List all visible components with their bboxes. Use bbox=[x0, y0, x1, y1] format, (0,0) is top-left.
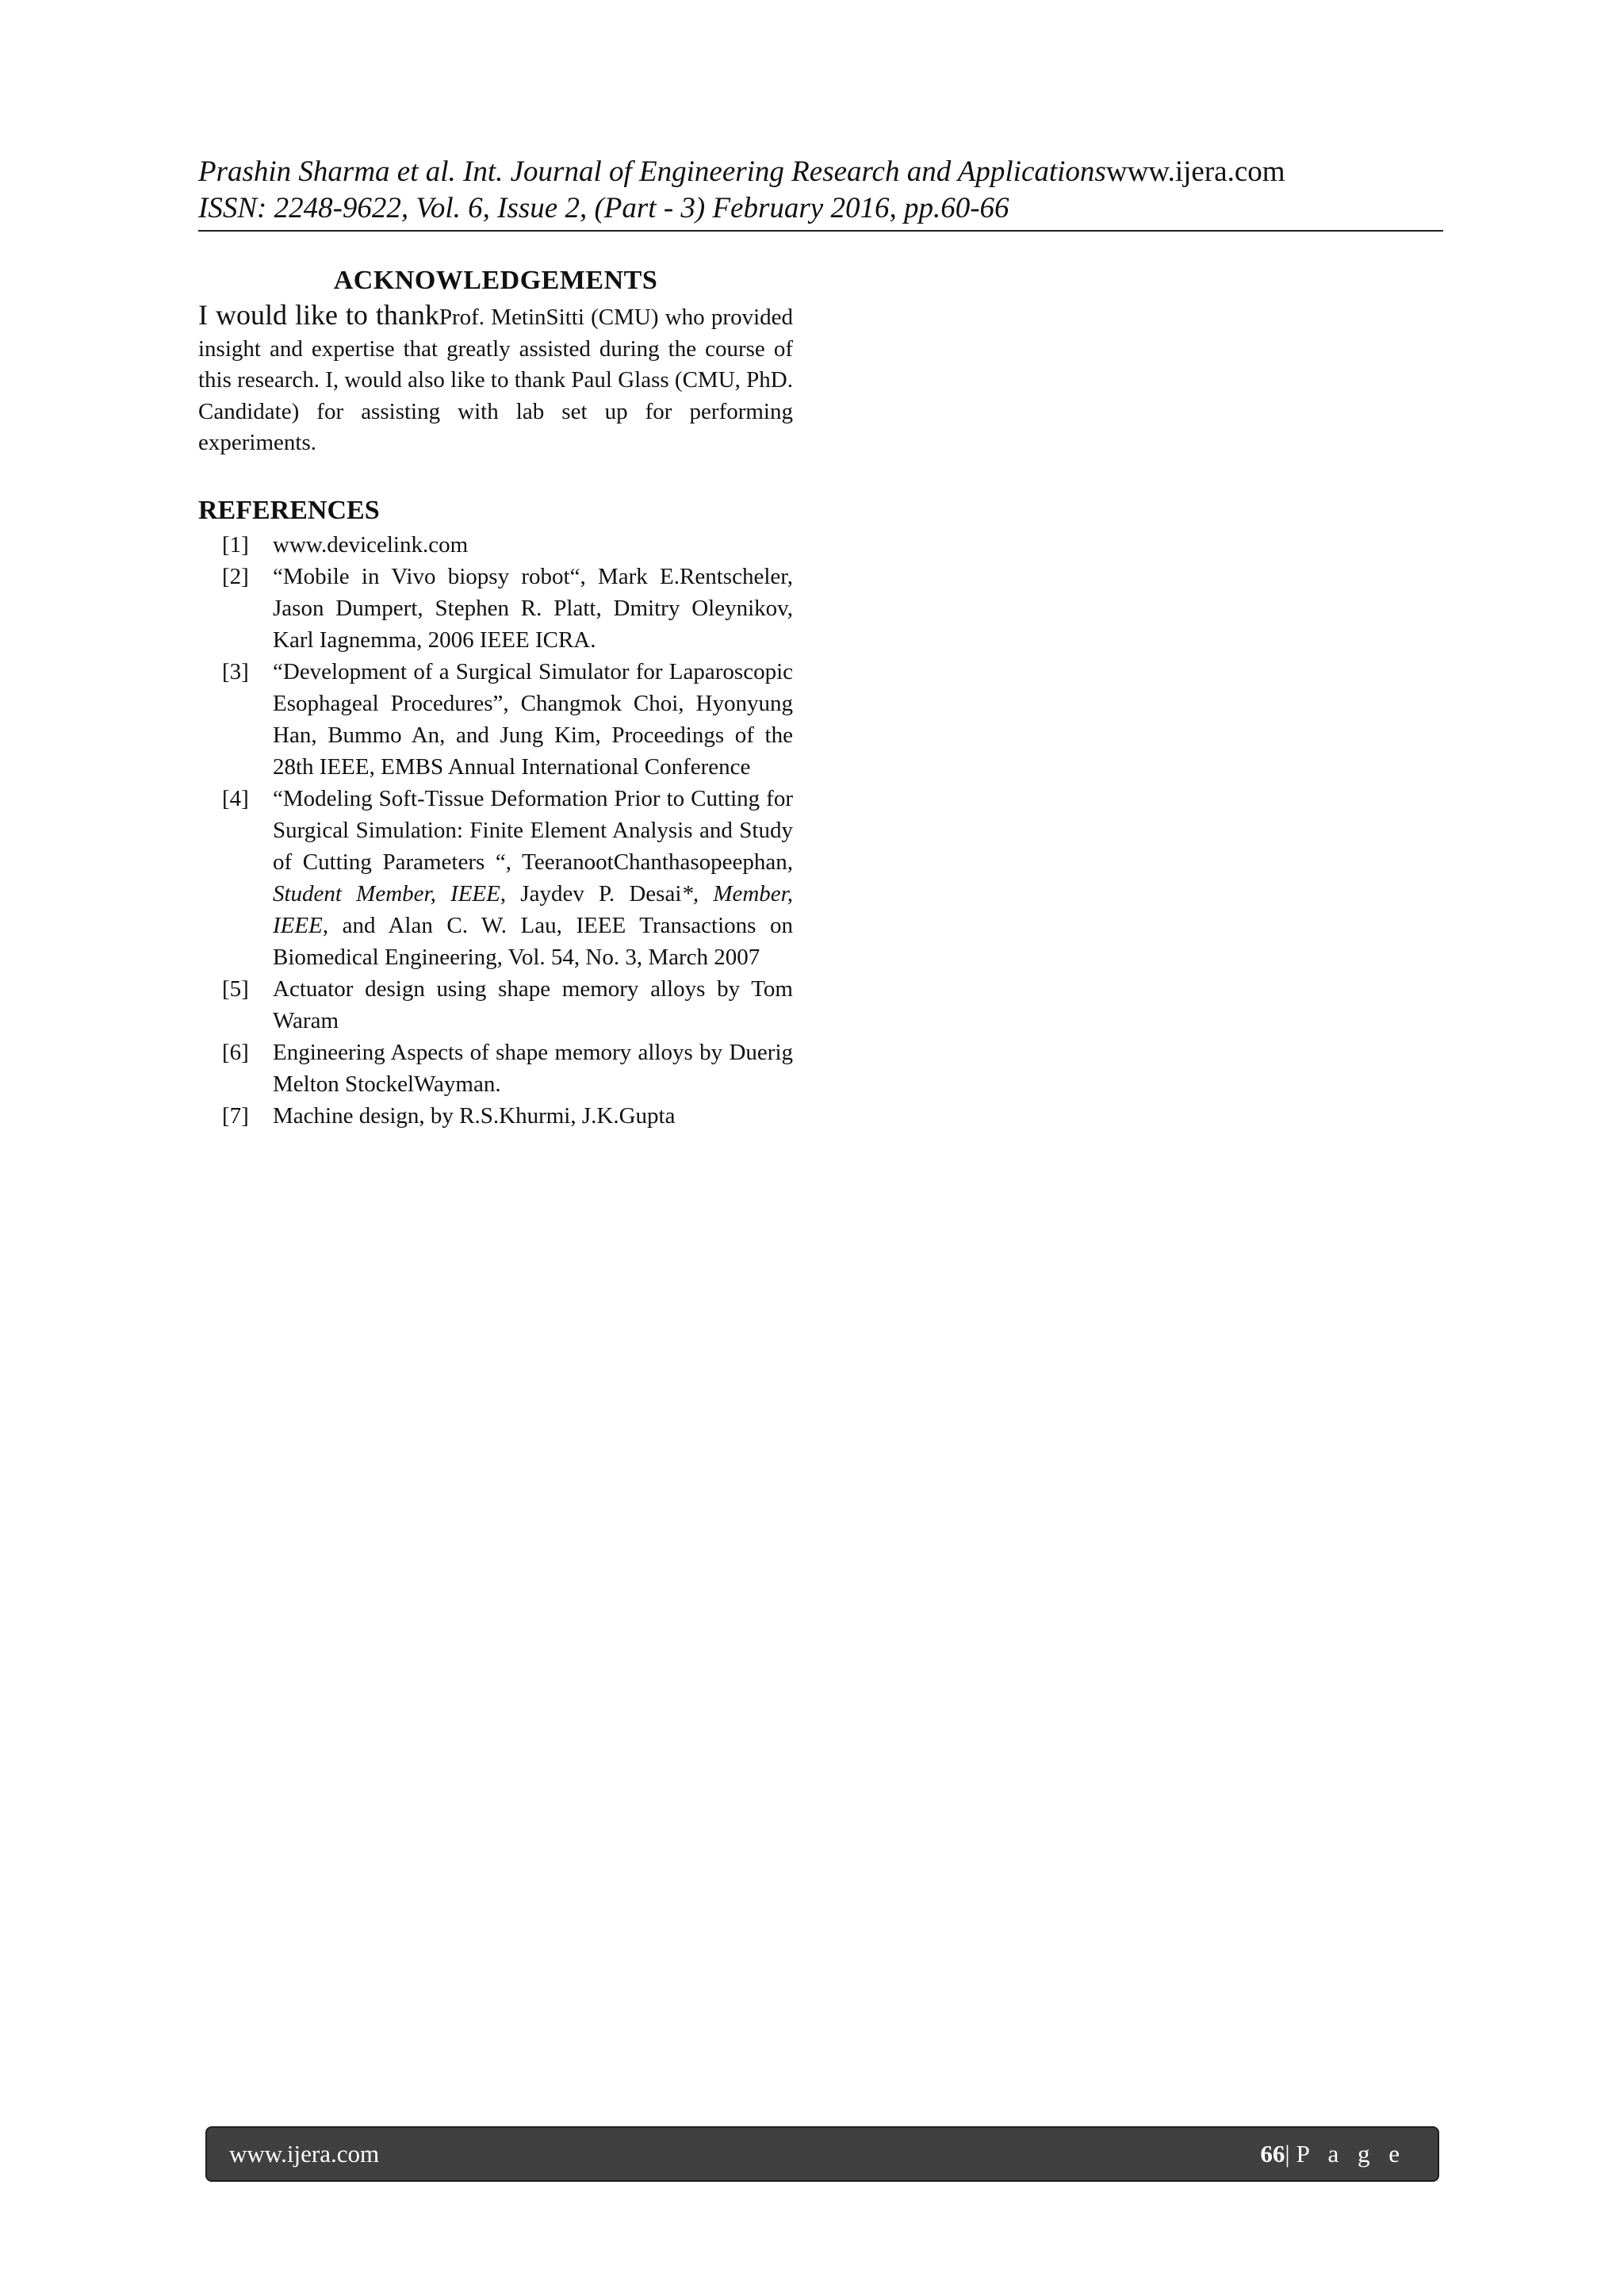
acknowledgements-lead: I would like to thank bbox=[198, 299, 439, 331]
reference-item bbox=[198, 1037, 793, 1100]
reference-number: [7] bbox=[222, 1102, 249, 1129]
acknowledgements-text bbox=[198, 300, 793, 459]
header-website-link[interactable]: www.ijera.com bbox=[1105, 155, 1285, 188]
reference-text-part: “Modeling Soft-Tissue Deformation Prior to Cutting for Surgical Simulation: Finite Element Analysis and Study of Cutting Parameters “, TeeranootChanthasopeephan bbox=[273, 785, 793, 875]
journal-title: Prashin Sharma et al. Int. Journal of Engineering Research and Applications bbox=[198, 155, 1106, 188]
reference-number: [4] bbox=[222, 785, 249, 811]
issn-line: ISSN: 2248-9622, Vol. 6, Issue 2, (Part - 3) February 2016, pp.60-66 bbox=[198, 192, 1009, 224]
acknowledgements-heading: ACKNOWLEDGEMENTS bbox=[333, 266, 658, 295]
reference-item bbox=[198, 529, 793, 561]
reference-text-italic: *, Member, IEEE bbox=[273, 880, 793, 938]
reference-number: [3] bbox=[222, 658, 249, 684]
reference-item bbox=[198, 973, 793, 1037]
reference-text: Engineering Aspects of shape memory alloys by Duerig Melton StockelWayman. bbox=[273, 1039, 793, 1097]
page-header bbox=[198, 154, 1443, 232]
reference-text: Machine design, by R.S.Khurmi, J.K.Gupta bbox=[273, 1102, 676, 1129]
reference-text: www.devicelink.com bbox=[273, 531, 469, 558]
reference-number: [5] bbox=[222, 976, 249, 1002]
reference-item bbox=[198, 1100, 793, 1132]
reference-number: [2] bbox=[222, 563, 249, 589]
reference-item bbox=[198, 783, 793, 973]
reference-item bbox=[198, 656, 793, 783]
reference-text bbox=[273, 783, 793, 973]
page-label: |P a g e bbox=[1285, 2140, 1406, 2168]
reference-item bbox=[198, 561, 793, 656]
reference-text: “Development of a Surgical Simulator for Laparoscopic Esophageal Procedures”, Changmok Choi, Hyonyung Han, Bummo An, and Jung Kim, Proceedings of the 28th IEEE, EMBS Annual International Conference bbox=[273, 658, 793, 780]
reference-text-italic: , Student Member, IEEE bbox=[273, 849, 793, 907]
journal-line bbox=[198, 154, 1443, 190]
left-column bbox=[198, 262, 793, 1132]
page-indicator bbox=[1260, 2140, 1406, 2168]
reference-text: “Mobile in Vivo biopsy robot“, Mark E.Rentscheler, Jason Dumpert, Stephen R. Platt, Dmitry Oleynikov, Karl Iagnemma, 2006 IEEE ICRA. bbox=[273, 563, 793, 653]
reference-text-part: , Jaydev P. Desai bbox=[500, 880, 682, 907]
references-heading: REFERENCES bbox=[198, 495, 380, 525]
page-footer bbox=[205, 2126, 1439, 2182]
references-list bbox=[198, 529, 793, 1132]
reference-text-part: , and Alan C. W. Lau, IEEE Transactions on Biomedical Engineering, Vol. 54, No. 3, March 2007 bbox=[273, 912, 793, 970]
reference-number: [1] bbox=[222, 531, 249, 558]
reference-number: [6] bbox=[222, 1039, 249, 1065]
page-number: 66 bbox=[1260, 2140, 1285, 2168]
reference-text: Actuator design using shape memory alloys by Tom Waram bbox=[273, 976, 793, 1033]
acknowledgements-body: Prof. MetinSitti (CMU) who provided insight and expertise that greatly assisted during the course of this research. I, would also like to thank Paul Glass (CMU, PhD. Candidate) for assisting with lab set up for performing experiments. bbox=[198, 305, 793, 455]
footer-website-link[interactable]: www.ijera.com bbox=[229, 2140, 380, 2168]
